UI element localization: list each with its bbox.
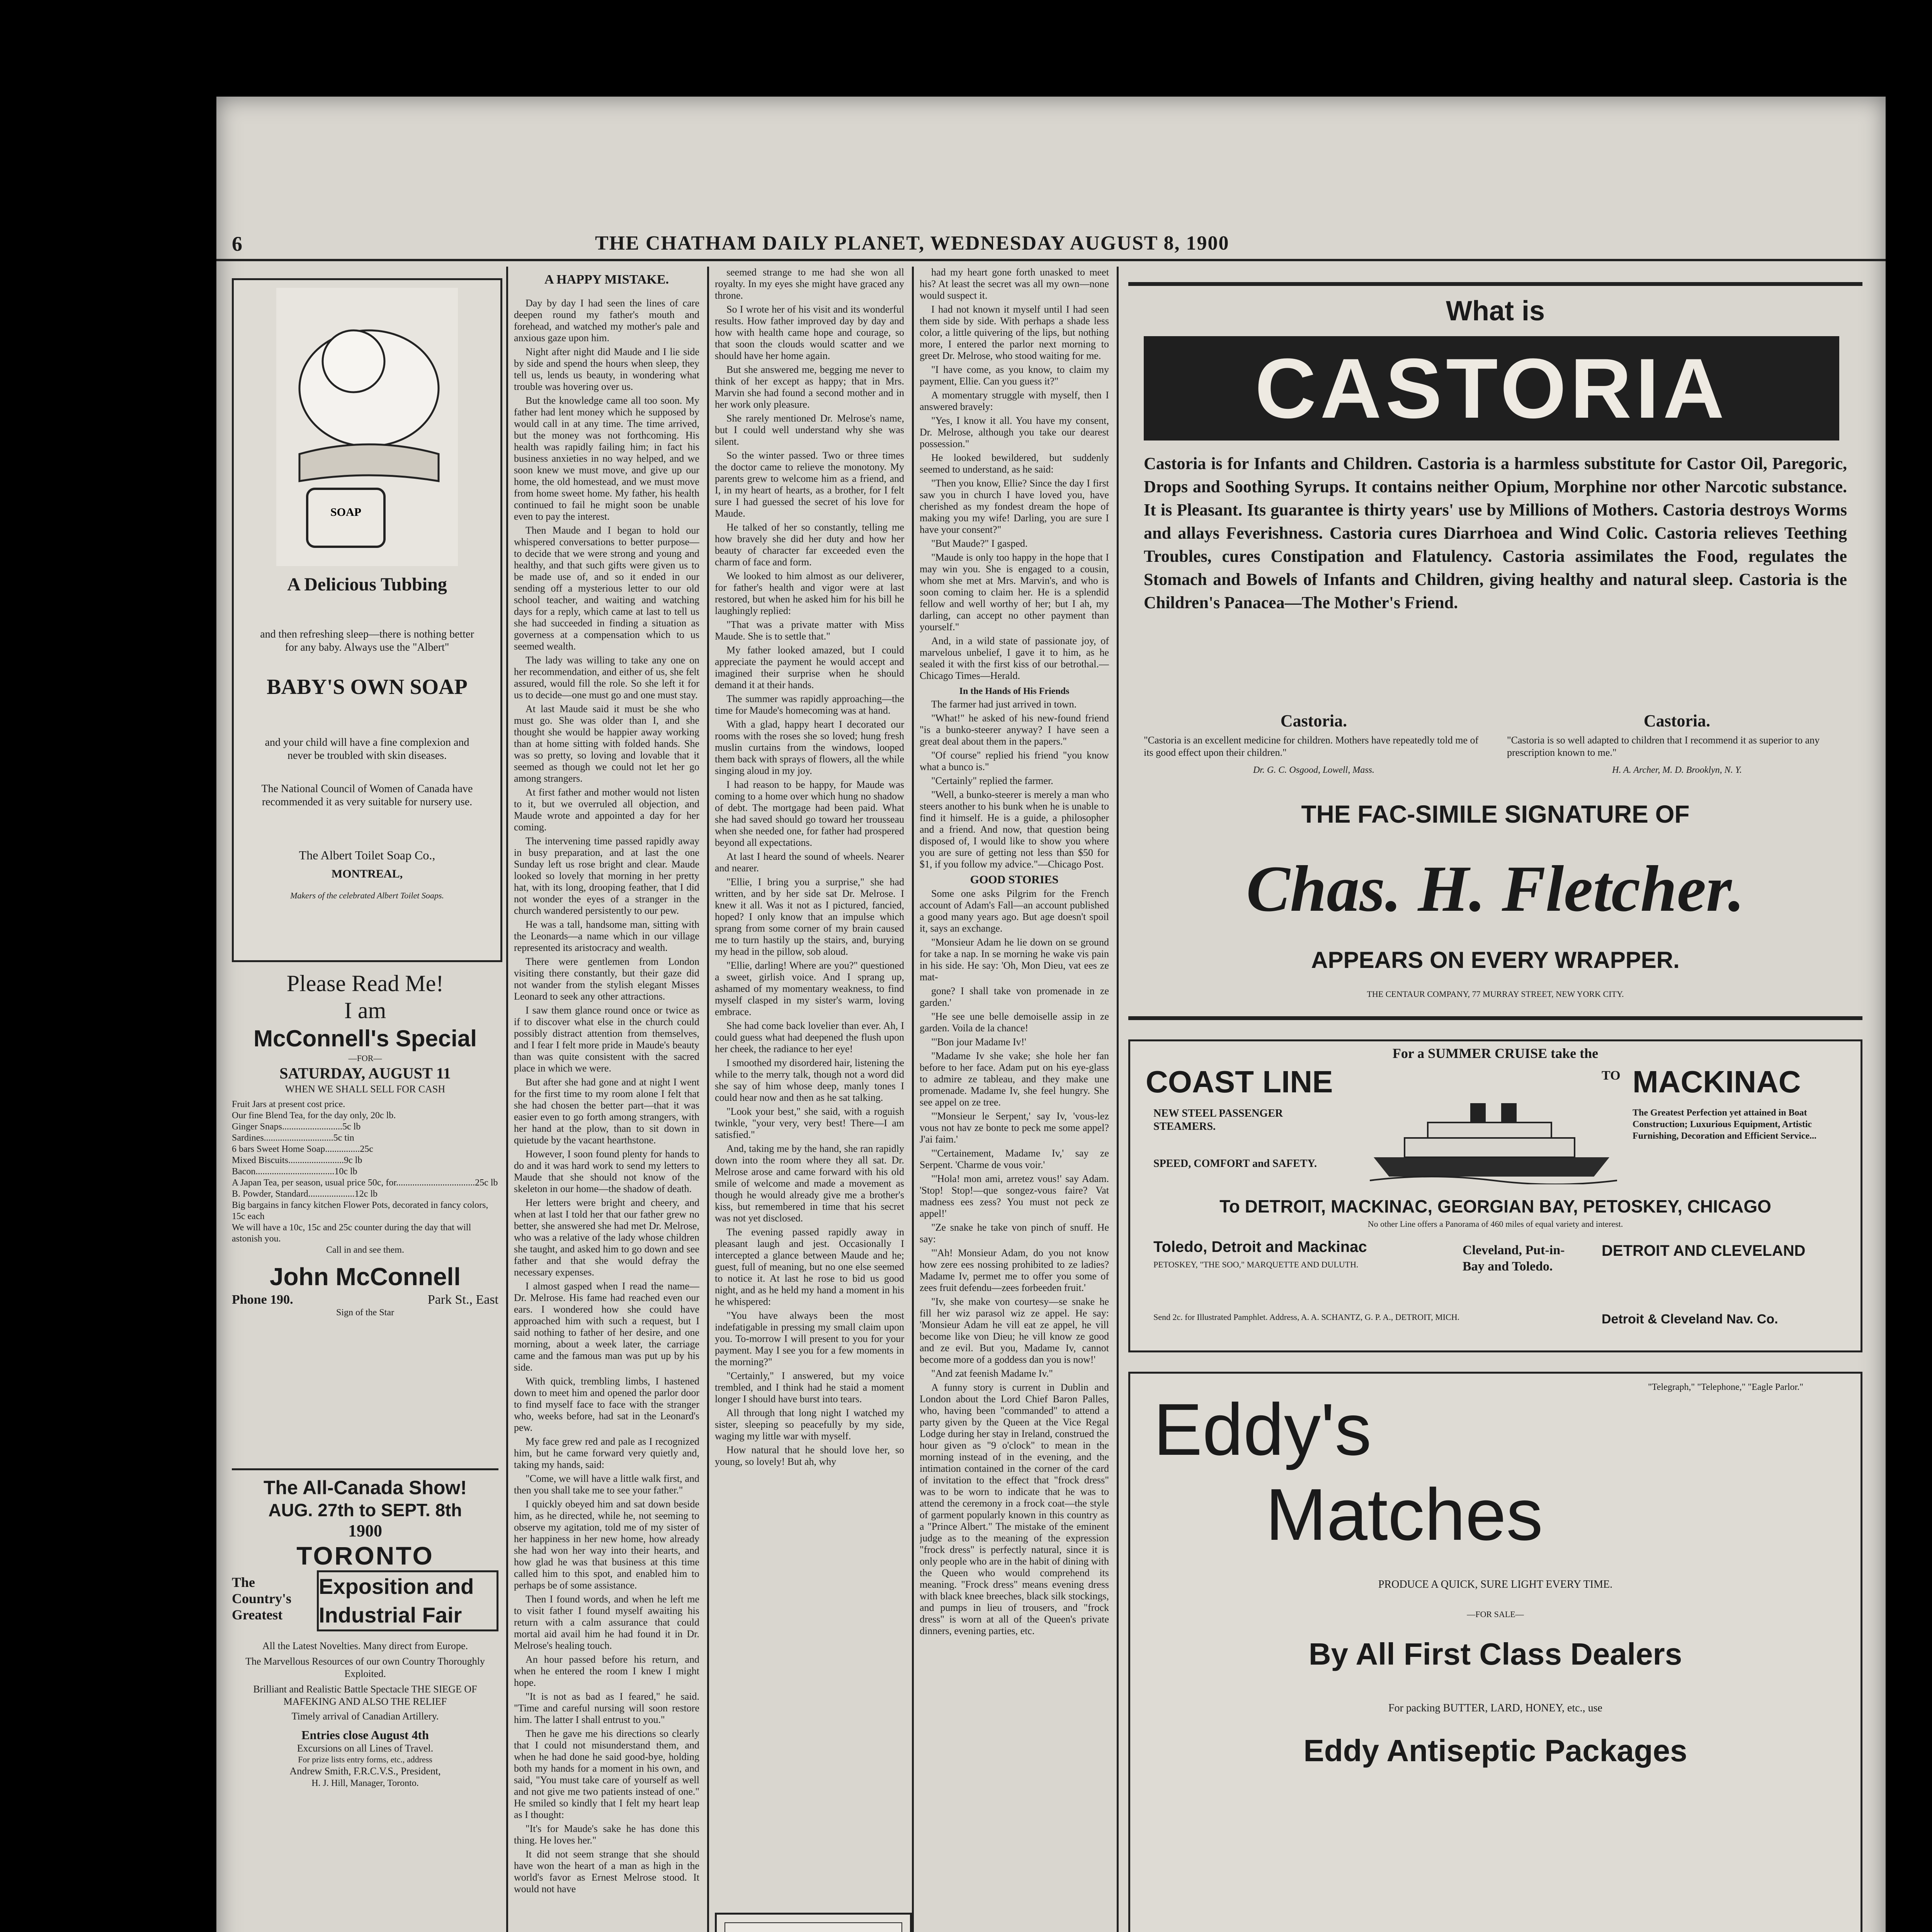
eddy-line-2: Matches	[1265, 1474, 1543, 1556]
castoria-facsimile: THE FAC-SIMILE SIGNATURE OF	[1301, 800, 1690, 828]
coastline-to: TO	[1602, 1068, 1621, 1083]
story-paragraph: And, in a wild state of passionate joy, of marvelous unbelief, I gave it to him, as he sealed it with the first kiss of our betrothal.—Chicago Times—Herald.	[920, 635, 1109, 681]
newspaper-title: THE CHATHAM DAILY PLANET, WEDNESDAY AUGUST 8, 1900	[595, 232, 1230, 254]
mcconnell-name: John McConnell	[269, 1263, 461, 1291]
toronto-city: TORONTO	[296, 1541, 434, 1570]
item-paragraph: "Of course" replied his friend "you know what a bunco is."	[920, 750, 1109, 772]
story-paragraph: I quickly obeyed him and sat down beside him, as he directed, while he, not seeming to observe my agitation, told me of my sister of her happiness in her new home, how already she had won her way into their hearts, and how glad he was that business at this time called him to this spot, and enabled him to perhaps be of some assistance.	[514, 1498, 699, 1591]
story-column-2	[715, 267, 904, 1932]
eddy-packing: For packing BUTTER, LARD, HONEY, etc., use	[1388, 1702, 1602, 1714]
steamer-illustration	[1370, 1099, 1617, 1184]
item-paragraph: Some one asks Pilgrim for the French account of Adam's Fall—an account published a good many years ago. But age doesn't spoil it, says an exchange.	[920, 888, 1109, 934]
soap-company: The Albert Toilet Soap Co.,	[299, 848, 435, 862]
story-paragraph: Then I found words, and when he left me to visit father I found myself awaiting his return with a calm assurance that could mortal aid avail him he had found it in Dr. Melrose's healing touch.	[514, 1594, 699, 1651]
coastline-company: Detroit & Cleveland Nav. Co.	[1602, 1312, 1778, 1327]
item-paragraph: "Monsieur Adam he lie down on se ground for take a nap. In se morning he wake vis pain in his side. He say: 'Oh, Mon Dieu, vat ees ze mat-	[920, 937, 1109, 983]
toronto-line-1: The All-Canada Show!	[264, 1477, 467, 1498]
mcconnell-items	[232, 1099, 498, 1256]
story-paragraph: Then he gave me his directions so clearly that I could not misunderstand them, and when he had done he said good-bye, holding both my hands for a moment in his own, and said, "You must take care of yourself as well and not give me two patients instead of one." He smiled so kindly that I felt my heart leap as I thought:	[514, 1728, 699, 1820]
column-rule	[707, 267, 709, 1932]
story-paragraph: She rarely mentioned Dr. Melrose's name, but I could well understand why she was silent.	[715, 413, 904, 447]
toronto-body: All the Latest Novelties. Many direct from Europe.	[262, 1640, 468, 1651]
story-paragraph: At last I heard the sound of wheels. Nearer and nearer.	[715, 851, 904, 874]
coastline-cleveland: Cleveland, Put-in-Bay and Toledo.	[1463, 1243, 1565, 1274]
toronto-excursions: Excursions on all Lines of Travel.	[297, 1743, 434, 1754]
surprise-soap-ad	[715, 1913, 912, 1932]
story-paragraph: All through that long night I watched my sister, sleeping so peacefully by my side, waging my little war with myself.	[715, 1407, 904, 1442]
mcconnell-item: Call in and see them.	[326, 1245, 404, 1255]
story-paragraph: The summer was rapidly approaching—the time for Maude's homecoming was at hand.	[715, 693, 904, 716]
story-title: A HAPPY MISTAKE.	[544, 272, 669, 287]
eddy-dealers: By All First Class Dealers	[1308, 1637, 1682, 1671]
coastline-right: MACKINAC	[1633, 1065, 1801, 1099]
baby-illustration	[276, 288, 458, 566]
coastline-detroit: DETROIT AND CLEVELAND	[1602, 1242, 1806, 1259]
mcconnell-special: McConnell's Special	[253, 1026, 477, 1051]
story-paragraph: "But Maude?" I gasped.	[931, 538, 1028, 549]
story-paragraph: It did not seem strange that she should have won the heart of a man as high in the world's favor as Ernest Melrose stood. It would not have	[514, 1849, 699, 1895]
story-paragraph: At last Maude said it must be she who must go. She was older than I, and she thought she would be happier away working than at home sitting with folded hands. She was so pretty, so loving and lovable that it seemed as though we could not let her go among strangers.	[514, 703, 699, 784]
story-paragraph: I had not known it myself until I had seen them side by side. With perhaps a shade less color, a little quivering of the lips, but nothing more, I entered the parlor next morning to greet Dr. Melrose, who stood waiting for me.	[920, 304, 1109, 361]
coastline-left: COAST LINE	[1146, 1065, 1333, 1099]
mcconnell-address: Park St., East	[427, 1293, 498, 1307]
baby-soap-ad	[232, 278, 502, 962]
story-paragraph: "I have come, as you know, to claim my payment, Ellie. Can you guess it?"	[920, 364, 1109, 387]
story-paragraph: But after she had gone and at night I went for the first time to my room alone I felt that she had chosen the better part—that it was easier even to go forth among strangers, with her hand at the plow, than to sit down in quietude by the vacant hearthstone.	[514, 1077, 699, 1146]
story-column-3	[920, 267, 1109, 1932]
story-paragraph: And, taking me by the hand, she ran rapidly down into the room where they all sat. Dr. Melrose arose and came forward with his old smile of welcome and made a movement as though he would already give me a brother's kiss, but remembered in time that his secret was not yet disclosed.	[715, 1143, 904, 1224]
soap-body-3: The National Council of Women of Canada have recommended it as very suitable for nursery use.	[261, 783, 473, 808]
story-paragraph: I smoothed my disordered hair, listening the while to the merry talk, though not a word did she say of him whose deep, manly tones I could hear now and then as he sat talking.	[715, 1057, 904, 1103]
story-paragraph: "Ellie, darling! Where are you?" questioned a sweet, girlish voice. And I sprang up, ashamed of my momentary weakness, to find myself clasped in my sister's warm, loving embrace.	[715, 960, 904, 1017]
story-paragraph: "Maude is only too happy in the hope that I may win you. She is engaged to a cousin, whom she met at Mrs. Marvin's, and who is soon coming to claim her. He is a splendid fellow and well worthy of her; but I ah, my darling, can accept no other payment than yourself."	[920, 552, 1109, 633]
coastline-greatest: The Greatest Perfection yet attained in Boat Construction; Luxurious Equipment, Artistic Furnishing, Decoration and Efficient Service...	[1633, 1108, 1816, 1141]
coastline-top: For a SUMMER CRUISE take the	[1392, 1046, 1599, 1061]
story-paragraph: The lady was willing to take any one on her recommendation, and either of us, she felt assured, would fill the role. So she left it for us to decide—one must go and one must stay.	[514, 655, 699, 701]
column-rule	[1117, 267, 1119, 1932]
castoria-testimonial-2: "Castoria is so well adapted to children that I recommend it as superior to any prescription known to me."	[1507, 735, 1820, 758]
coastline-toledo: Toledo, Detroit and Mackinac	[1153, 1238, 1367, 1255]
column-rule	[912, 267, 914, 1932]
story-paragraph: My face grew red and pale as I recognized him, but he came forward very quietly and, taking my hands, said:	[514, 1436, 699, 1470]
castoria-wrapper: APPEARS ON EVERY WRAPPER.	[1311, 947, 1680, 973]
page-number: 6	[232, 232, 242, 255]
story-paragraph: With quick, trembling limbs, I hastened down to meet him and opened the parlor door to find myself face to face with the stranger who, weeks before, had sat in the Leonard's pew.	[514, 1376, 699, 1433]
item-paragraph: "Well, a bunko-steerer is merely a man who steers another to his bunk when he is unable to find it himself. He is a guide, a philosopher and a friend. And now, that question being disposed of, I would like to show you where you are sure of getting not less than $50 for $1, if you follow my advice."—Chicago Post.	[920, 789, 1109, 870]
soap-city: MONTREAL,	[331, 867, 403, 880]
mcconnell-item: Bacon..................................10c lb	[232, 1167, 357, 1177]
soap-body-2: and your child will have a fine complexion and never be troubled with skin diseases.	[265, 736, 469, 762]
castoria-testimonial-1: "Castoria is an excellent medicine for children. Mothers have repeatedly told me of its good effect upon their children."	[1144, 735, 1479, 758]
story-paragraph: My father looked amazed, but I could appreciate the payment he would accept and imagined their surprise when he should demand it at their hands.	[715, 645, 904, 690]
mcconnell-item: Sardines..............................5c tin	[232, 1133, 354, 1143]
coastline-toledo-sub: PETOSKEY, "THE SOO," MARQUETTE AND DULUTH.	[1153, 1260, 1359, 1269]
toronto-prize: For prize lists entry forms, etc., address	[298, 1755, 432, 1764]
mcconnell-item: Big bargains in fancy kitchen Flower Pots, decorated in fancy colors, 15c each	[232, 1200, 488, 1221]
mcconnell-for: —FOR—	[348, 1053, 382, 1063]
story-paragraph: However, I soon found plenty for hands to do and it was hard work to send my letters to Maude that she should not know of the skeleton in our home—the shadow of death.	[514, 1148, 699, 1194]
story-paragraph: She had come back lovelier than ever. Ah, I could guess what had deepened the flush upon her cheek, the radiance to her eye!	[715, 1020, 904, 1054]
story-paragraph: "Look your best," she said, with a roguish twinkle, "your very, very best! There—I am satisfied."	[715, 1106, 904, 1140]
mcconnell-contact	[232, 1292, 498, 1308]
item-paragraph: "'Ah! Monsieur Adam, do you not know how zere ees nossing prohibited to ze ladies? Madame Iv, permet me to offer you some of zees fruit defendu—zees forbeeden fruit.'	[920, 1247, 1109, 1293]
story-paragraph: had my heart gone forth unasked to meet his? At least the secret was all my own—none would suspect it.	[920, 267, 1109, 301]
mcconnell-item: Our fine Blend Tea, for the day only, 20c lb.	[232, 1111, 396, 1121]
eddy-produce: PRODUCE A QUICK, SURE LIGHT EVERY TIME.	[1378, 1578, 1613, 1590]
story-paragraph: I saw them glance round once or twice as if to discover what else in the church could possibly distract attention from themselves, and I fear I felt more pride in Maude's beauty than was quite consistent with the sacred place in which we were.	[514, 1005, 699, 1074]
mcconnell-item: Fruit Jars at present cost price.	[232, 1099, 345, 1109]
toronto-exhibition-ad	[232, 1476, 498, 1932]
story-paragraph: "Yes, I know it all. You have my consent, Dr. Melrose, although you take our dearest possession."	[920, 415, 1109, 449]
item-paragraph: "And zat feenish Madame Iv."	[931, 1368, 1053, 1379]
story-paragraph: seemed strange to me had she won all royalty. In my eyes she might have graced any throne.	[715, 267, 904, 301]
coastline-route: To DETROIT, MACKINAC, GEORGIAN BAY, PETOSKEY, CHICAGO	[1219, 1196, 1771, 1216]
story-paragraph: Then Maude and I began to hold our whispered conversations to better purpose—to decide that we were strong and young and healthy, and that such gifts were given us to be made use of, and so it ended in our sending off a mysterious letter to our old school teacher, and waiting and watching days for a reply, which came at last to tell us she had succeeded in finding a situation as governess at a compensation which to us seemed wealth.	[514, 525, 699, 652]
column-rule	[506, 267, 508, 1932]
coastline-ad	[1128, 1039, 1862, 1352]
toronto-body-3: Brilliant and Realistic Battle Spectacle THE SIEGE OF MAFEKING AND ALSO THE RELIEF	[253, 1684, 477, 1707]
item-paragraph: A funny story is current in Dublin and London about the Lord Chief Baron Palles, who, having been "commanded" to attend a party given by the Queen at the Vice Regal Lodge during her stay in Ireland, construed the hour given as "9 o'clock" to mean in the morning instead of in the evening, and the intimation contained in the corner of the card of invitation to the effect that "frock dress" was to be worn to indicate that he was to attend the ceremony in a frock coat—the style of garment popularly known in this country as a "Prince Albert." The mistake of the eminent judge as to the meaning of the expression "frock dress" is perfectly natural, since it is only people who are in the habit of dining with the Queen who would comprehend its meaning. "Frock dress" means evening dress with black knee breeches, black silk stockings, and pumps in lieu of trousers, and "frock dress" is worn at all of the Queen's private dinners, evening parties, etc.	[920, 1382, 1109, 1636]
castoria-signature: Chas. H. Fletcher.	[1246, 852, 1745, 925]
toronto-dates: AUG. 27th to SEPT. 8th	[268, 1500, 462, 1520]
mcconnell-line-1: Please Read Me!	[286, 971, 444, 996]
story-paragraph: "Come, we will have a little walk first, and then you shall take me to see your father."	[514, 1473, 699, 1496]
mcconnell-item: We will have a 10c, 15c and 25c counter during the day that will astonish you.	[232, 1223, 471, 1244]
girl-illustration	[724, 1922, 902, 1932]
story-paragraph: I almost gasped when I read the name—Dr. Melrose. His fame had reached even our ears. I wondered how she could have approached him with such a request, but I said nothing to father of her desire, and one morning, about a week later, the carriage came and the famous man was put up by his side.	[514, 1281, 699, 1373]
mcconnell-ad	[232, 970, 498, 1461]
eddy-matches-ad	[1128, 1372, 1862, 1932]
story-paragraph: The evening passed rapidly away in pleasant laugh and jest. Occasionally I intercepted a glance between Maude and he; guest, full of meaning, but no one else seemed to notice it. At last he rose to bid us good night, and as he held my hand a moment in his he whispered:	[715, 1226, 904, 1307]
item-heading: In the Hands of His Friends	[959, 686, 1070, 696]
coastline-address: Send 2c. for Illustrated Pamphlet. Address, A. A. SCHANTZ, G. P. A., DETROIT, MICH.	[1153, 1312, 1460, 1322]
soap-heading: A Delicious Tubbing	[287, 574, 447, 595]
eddy-telegraph: "Telegraph," "Telephone," "Eagle Parlor."	[1648, 1382, 1803, 1392]
item-paragraph: "Ze snake he take von pinch of snuff. He say:	[920, 1222, 1109, 1245]
mcconnell-sign: Sign of the Star	[336, 1308, 394, 1318]
mcconnell-item: 6 bars Sweet Home Soap...............25c	[232, 1144, 373, 1154]
eddy-line-1: Eddy's	[1153, 1389, 1372, 1471]
story-paragraph: We looked to him almost as our deliverer, for father's health and vigor were at last restored, but when he asked him for his bill he laughingly replied:	[715, 570, 904, 616]
item-paragraph: "Iv, she make von courtesy—se snake he fill her wiz parasol wiz ze appel. He say: 'Monsieur Adam he vill eat ze appel, he vill become like von Dieu; he vill know ze good and ze evil. But you, Madame Iv, cannot become more of a goddess dan you is now!'	[920, 1296, 1109, 1365]
story-paragraph: Night after night did Maude and I lie side by side and spend the hours when sleep, they tell us, lends us beauty, in wondering what trouble was hovering over us.	[514, 346, 699, 392]
castoria-testimonial-1-by: Dr. G. C. Osgood, Lowell, Mass.	[1253, 765, 1375, 775]
story-paragraph: "Ellie, I bring you a surprise," she had written, and by her side sat Dr. Melrose. I knew it all. Was it not as I pictured, fancied, hoped? I only know that an impulse which sprang from some corner of my brain caused me to turn hastily up the stairs, and, burying my head in the pillow, sob aloud.	[715, 876, 904, 957]
toronto-banner	[232, 1570, 498, 1636]
toronto-right: Exposition and Industrial Fair	[317, 1570, 498, 1631]
story-paragraph: "You have always been the most indefatigable in pressing my small claim upon you. To-morrow I will present to you for your payment. May I see you for a few moments in the morning?"	[715, 1310, 904, 1367]
story-paragraph: Day by day I had seen the lines of care deepen round my father's mouth and forehead, and watched my mother's pale and anxious gaze upon him.	[514, 298, 699, 344]
mcconnell-when: WHEN WE SHALL SELL FOR CASH	[285, 1083, 446, 1095]
soap-body: and then refreshing sleep—there is nothing better for any baby. Always use the "Albert"	[260, 628, 474, 653]
castoria-testimonial-1-title: Castoria.	[1280, 711, 1347, 730]
mcconnell-item: Ginger Snaps..........................5c lb	[232, 1122, 361, 1132]
story-paragraph: So I wrote her of his visit and its wonderful results. How father improved day by day and how with health came hope and courage, so that soon the clouds would scatter and we should have her home again.	[715, 304, 904, 361]
toronto-entries: Entries close August 4th	[301, 1728, 429, 1742]
castoria-body: Castoria is for Infants and Children. Castoria is a harmless substitute for Castor Oil, Paregoric, Drops and Soothing Syrups. It contains neither Opium, Morphine nor other Narcotic substance. It is Pleasant. Its guarantee is thirty years' use by Millions of Mothers. Castoria destroys Worms and allays Feverishness. Castoria cures Diarrhoea and Wind Colic. Castoria relieves Teething Troubles, cures Constipation and Flatulency. Castoria assimilates the Food, regulates the Stomach and Bowels of Infants and Children, giving healthy and natural sleep. Castoria is the Children's Panacea—The Mother's Friend.	[1144, 454, 1847, 612]
story-paragraph: There were gentlemen from London visiting there constantly, but their gaze did not wander from the stylish elegant Misses Leonard to seek any other attractions.	[514, 956, 699, 1002]
ad-divider	[1128, 1016, 1862, 1020]
masthead	[216, 224, 1886, 261]
toronto-left: The Country's Greatest	[232, 1575, 292, 1622]
castoria-testimonial-2-title: Castoria.	[1643, 711, 1711, 730]
item-paragraph: The farmer had just arrived in town.	[931, 699, 1077, 710]
coastline-speed: SPEED, COMFORT and SAFETY.	[1153, 1158, 1317, 1170]
item-paragraph: "'Monsieur le Serpent,' say Iv, 'vous-lez vous not hav ze bonte to peck me some appel? J'ai faim.'	[920, 1111, 1109, 1145]
coastline-route-sub: No other Line offers a Panorama of 460 miles of equal variety and interest.	[1367, 1219, 1623, 1229]
item-paragraph: "'Certainement, Madame Iv,' say ze Serpent. 'Charme de vous voir.'	[920, 1148, 1109, 1170]
coastline-steel: NEW STEEL PASSENGER STEAMERS.	[1153, 1107, 1283, 1133]
ad-divider	[1128, 282, 1862, 286]
story-paragraph: How natural that he should love her, so young, so lovely! But ah, why	[715, 1444, 904, 1467]
item-paragraph: "What!" he asked of his new-found friend "is a bunko-steerer anyway? I have seen a great deal about them in the papers."	[920, 713, 1109, 747]
eddy-forsale: —FOR SALE—	[1467, 1609, 1524, 1619]
story-paragraph: "Then you know, Ellie? Since the day I first saw you in church I have loved you, have cherished as my fondest dream the hope of making you my wife! Darling, you are sure I have your consent?"	[920, 478, 1109, 535]
castoria-ad	[1128, 290, 1862, 1136]
story-paragraph: But the knowledge came all too soon. My father had lent money which he supposed by would call in at any time. The time arrived, but the money was not forthcoming. His health was rapidly failing him; in fact his business anxieties in no way helped, and we soon knew we must move, and give up our home, the old homestead, and we must move from home sweet home. My father, his health continued to fail he might soon be unable even to pay the interest.	[514, 395, 699, 522]
story-paragraph: So the winter passed. Two or three times the doctor came to relieve the monotony. My parents grew to welcome him as a friend, and I, in my heart of hearts, as a brother, for I felt sure I had guessed the secret of his love for Maude.	[715, 450, 904, 519]
story-paragraph: He was a tall, handsome man, sitting with the Leonards—a name which in our village represented its aristocracy and wealth.	[514, 919, 699, 953]
toronto-body-4: Timely arrival of Canadian Artillery.	[291, 1711, 439, 1722]
mcconnell-item: B. Powder, Standard....................12c lb	[232, 1189, 378, 1199]
item-paragraph: "Madame Iv she vake; she hole her fan before to her face. Adam put on his eye-glass to admire ze tableau, and they make une promenade. Madame Iv, she feel hungry. She see appel on ze tree.	[920, 1050, 1109, 1108]
soap-tagline: Makers of the celebrated Albert Toilet Soaps.	[290, 891, 444, 900]
castoria-testimonial-2-by: H. A. Archer, M. D. Brooklyn, N. Y.	[1612, 765, 1742, 775]
story-paragraph: "It's for Maude's sake he has done this thing. He loves her."	[514, 1823, 699, 1846]
item-paragraph: "Certainly" replied the farmer.	[931, 775, 1053, 786]
ad-divider	[232, 1468, 498, 1470]
story-column-1	[514, 298, 699, 1932]
story-paragraph: He talked of her so constantly, telling me how bravely she did her duty and how her beauty of character far exceeded even the charm of face and form.	[715, 522, 904, 568]
mcconnell-item: A Japan Tea, per season, usual price 50c, for..................................25c lb	[232, 1178, 498, 1188]
toronto-president: Andrew Smith, F.R.C.V.S., President,	[289, 1765, 441, 1777]
item-paragraph: "He see une belle demoiselle assip in ze garden. Voila de la chance!	[920, 1011, 1109, 1034]
castoria-company: THE CENTAUR COMPANY, 77 MURRAY STREET, NEW YORK CITY.	[1367, 989, 1624, 999]
story-paragraph: An hour passed before his return, and when he entered the room I knew I might hope.	[514, 1654, 699, 1688]
story-paragraph: "That was a private matter with Miss Maude. She is to settle that."	[715, 619, 904, 642]
castoria-brand: CASTORIA	[1144, 336, 1839, 440]
item-paragraph: "'Bon jour Madame Iv!'	[931, 1036, 1026, 1048]
mcconnell-phone: Phone 190.	[232, 1293, 293, 1307]
story-paragraph: He looked bewildered, but suddenly seemed to understand, as he said:	[920, 452, 1109, 475]
mcconnell-date: SATURDAY, AUGUST 11	[279, 1065, 451, 1082]
soap-brand: BABY'S OWN SOAP	[267, 675, 468, 699]
story-paragraph: The intervening time passed rapidly away in busy preparation, and at last the one Sunday left us rose bright and clear. Maude looked so lovely that morning in her pretty hat, with its long, drooping feather, that I did not wonder the eyes of a stranger in the church wandered persistently to our pew.	[514, 835, 699, 916]
toronto-body-2: The Marvellous Resources of our own Country Thoroughly Exploited.	[245, 1656, 485, 1679]
story-paragraph: Her letters were bright and cheery, and when at last I told her that our father grew no better, she answered she had met Dr. Melrose, who was a relative of the lady whose children she taught, and asked him to go down and see father and that she would defray the necessary expenses.	[514, 1197, 699, 1278]
newspaper-page	[216, 97, 1886, 1932]
item-paragraph: gone? I shall take von promenade in ze garden.'	[920, 985, 1109, 1008]
story-paragraph: I had reason to be happy, for Maude was coming to a home over which hung no shadow of debt. The mortgage had been paid. What she had saved should go toward her trousseau when she needed one, for father had prospered beyond all expectations.	[715, 779, 904, 848]
toronto-manager: H. J. Hill, Manager, Toronto.	[311, 1778, 419, 1788]
toronto-year: 1900	[348, 1521, 382, 1540]
castoria-what-is: What is	[1446, 296, 1545, 327]
eddy-antiseptic: Eddy Antiseptic Packages	[1303, 1733, 1687, 1768]
story-paragraph: With a glad, happy heart I decorated our rooms with the roses she so loved; hung fresh muslin curtains from the windows, looped them back with sprays of flowers, all the while singing aloud in my joy.	[715, 719, 904, 776]
story-paragraph: "It is not as bad as I feared," he said. "Time and careful nursing will soon restore him. The latter I shall entrust to you."	[514, 1691, 699, 1725]
section-heading: GOOD STORIES	[970, 873, 1059, 886]
mcconnell-line-2: I am	[344, 998, 386, 1023]
story-paragraph: "Certainly," I answered, but my voice trembled, and I think had he staid a moment longer I should have burst into tears.	[715, 1370, 904, 1405]
story-paragraph: But she answered me, begging me never to think of her except as happy; that in Mrs. Marvin she had found a second mother and in her work only pleasure.	[715, 364, 904, 410]
item-paragraph: "'Hola! mon ami, arretez vous!' say Adam. 'Stop! Stop!—que songez-vous faire? Vat madness ees zess? You must not peck ze appel!'	[920, 1173, 1109, 1219]
story-paragraph: A momentary struggle with myself, then I answered bravely:	[920, 389, 1109, 412]
mcconnell-item: Mixed Biscuits........................9c lb	[232, 1155, 362, 1165]
story-paragraph: At first father and mother would not listen to it, but we overruled all objection, and Maude wrote and appointed a day for her coming.	[514, 787, 699, 833]
svg-text:SOAP: SOAP	[330, 506, 362, 519]
